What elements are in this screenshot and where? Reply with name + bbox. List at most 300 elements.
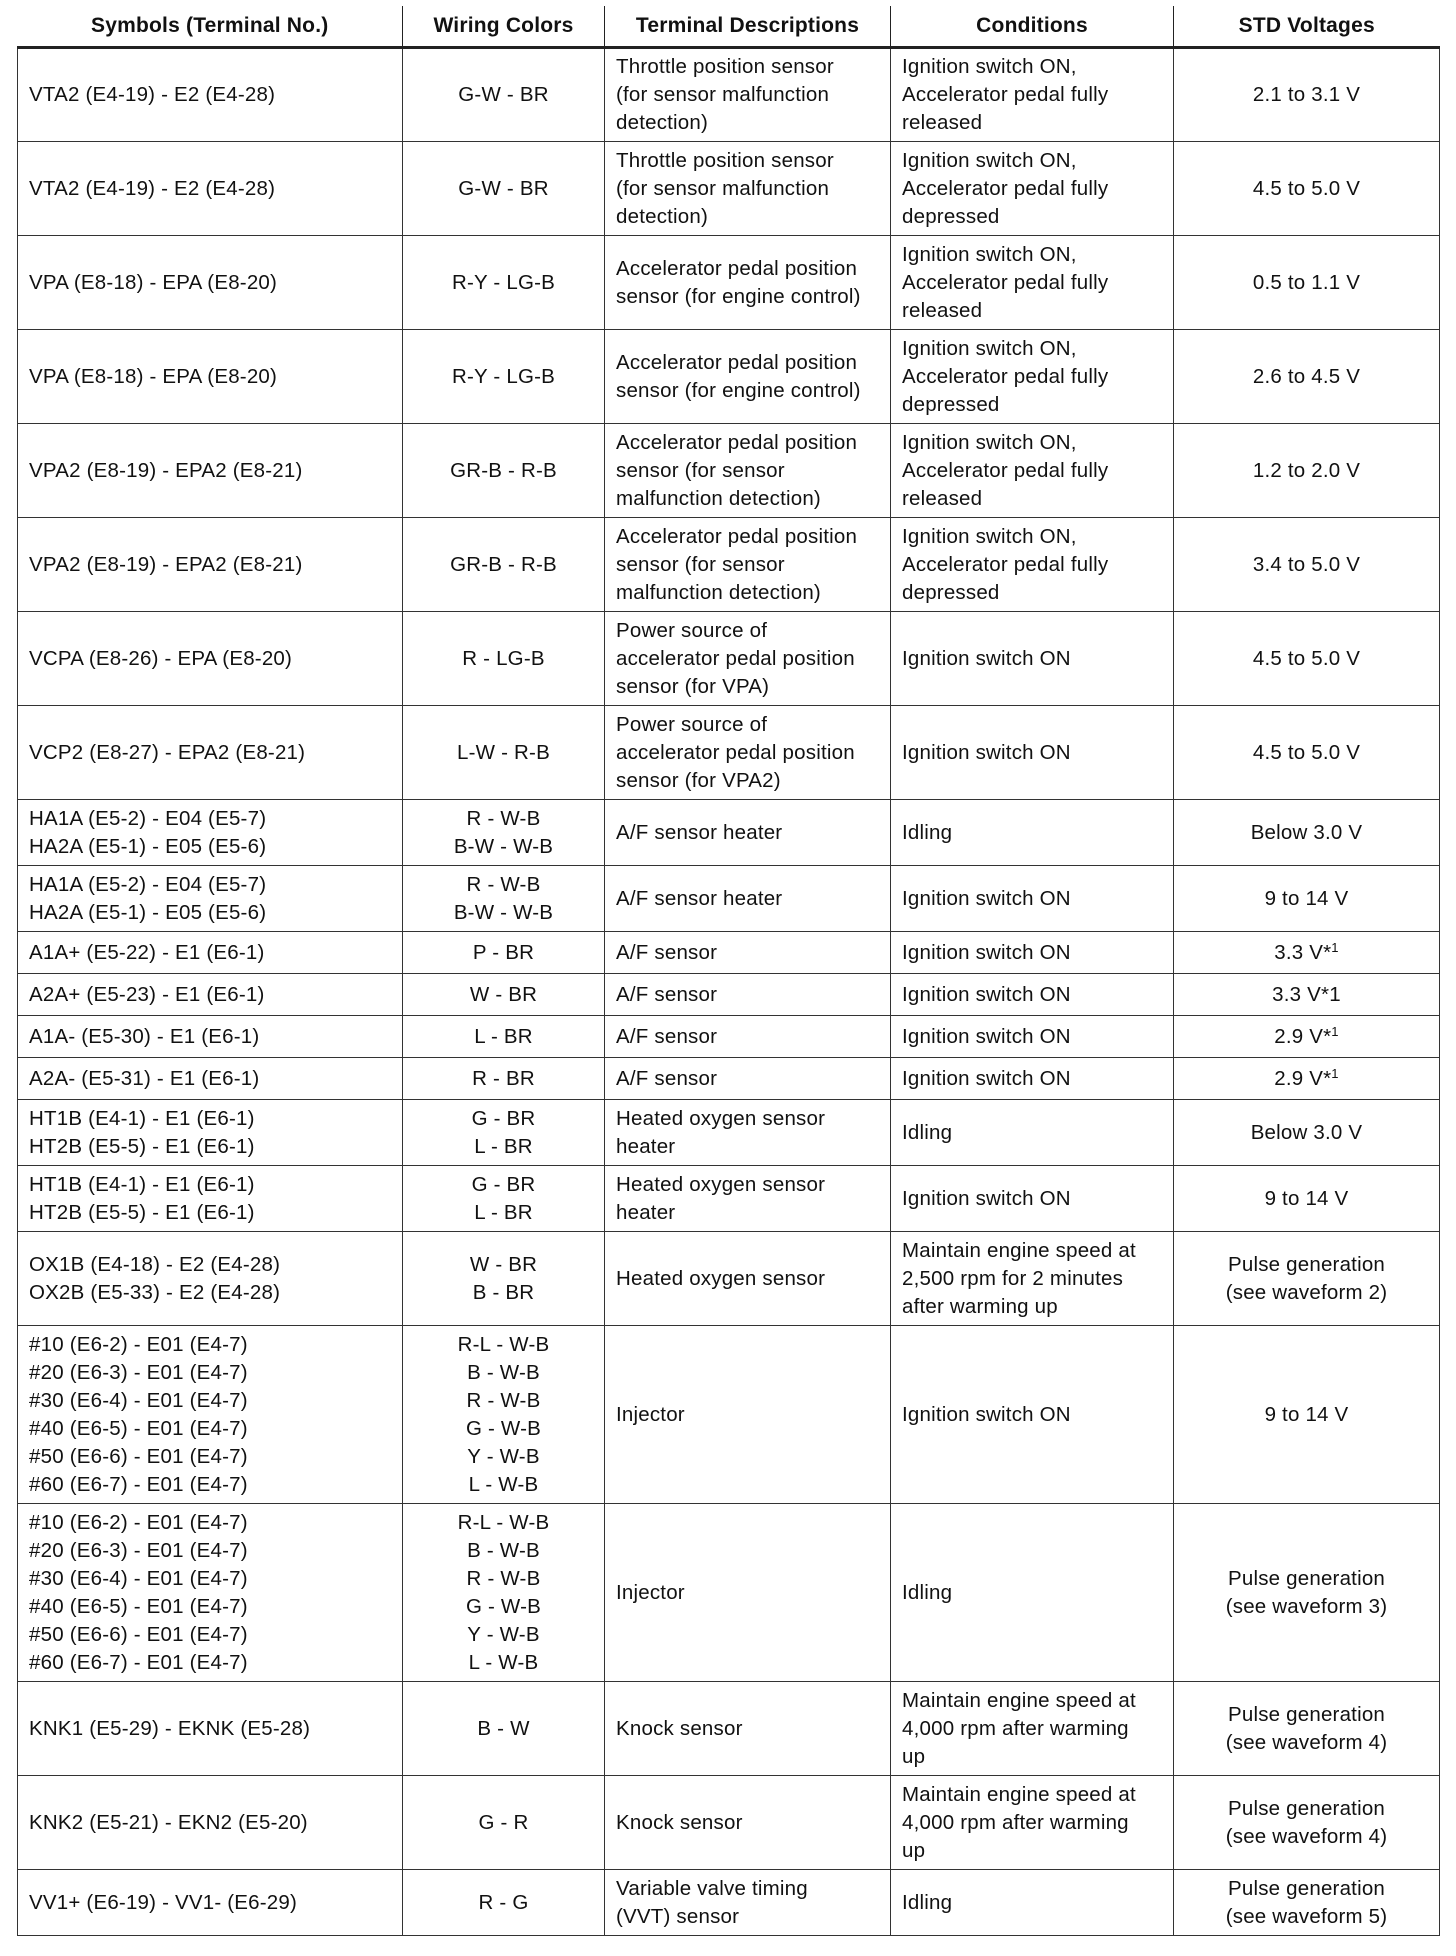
voltage-cell-line: Pulse generation — [1227, 1702, 1386, 1726]
voltage-cell-line: Below 3.0 V — [1250, 1120, 1363, 1144]
wiring-color-cell-line: R - BR — [472, 1066, 535, 1090]
voltage-cell — [1174, 706, 1440, 800]
wiring-color-cell-line: B-W - W-B — [453, 834, 554, 858]
voltage-cell — [1174, 1016, 1440, 1058]
wiring-color-cell-line: B-W - W-B — [453, 900, 554, 924]
symbol-cell-line: #40 (E6-5) - E01 (E4-7) — [29, 1594, 248, 1618]
voltage-cell-line: 3.4 to 5.0 V — [1252, 552, 1361, 576]
condition-cell-line: Ignition switch ON, — [902, 430, 1077, 454]
condition-cell-line: Accelerator pedal fully — [902, 364, 1109, 388]
table-row — [18, 1058, 1440, 1100]
voltage-cell — [1174, 424, 1440, 518]
table-row — [18, 330, 1440, 424]
voltage-cell-line: Pulse generation — [1227, 1252, 1386, 1276]
table-row — [18, 424, 1440, 518]
wiring-color-cell-line: R-L - W-B — [457, 1510, 550, 1534]
description-cell-line: Variable valve timing — [616, 1876, 808, 1900]
wiring-color-cell — [403, 142, 605, 236]
wiring-color-cell-line: R-L - W-B — [457, 1332, 550, 1356]
wiring-color-cell-line: G - R — [478, 1810, 529, 1834]
condition-cell-line: Ignition switch ON — [902, 982, 1071, 1006]
condition-cell — [891, 330, 1174, 424]
voltage-cell-line: 3.3 V*1 — [1272, 982, 1341, 1006]
voltage-cell-line: (see waveform 4) — [1225, 1824, 1388, 1848]
condition-cell-line: Ignition switch ON — [902, 1024, 1071, 1048]
symbol-cell — [18, 1326, 403, 1504]
description-cell-line: heater — [616, 1134, 676, 1158]
wiring-color-cell — [403, 932, 605, 974]
voltage-cell-line: 9 to 14 V — [1264, 1186, 1349, 1210]
voltage-cell — [1174, 48, 1440, 142]
description-cell-line: Accelerator pedal position — [616, 350, 858, 374]
wiring-color-cell-line: L - BR — [474, 1024, 533, 1048]
condition-cell-line: Maintain engine speed at — [902, 1782, 1136, 1806]
table-row — [18, 1870, 1440, 1936]
condition-cell-line: after warming up — [902, 1294, 1058, 1318]
voltage-cell-line: (see waveform 2) — [1225, 1280, 1388, 1304]
condition-cell — [891, 1870, 1174, 1936]
table-row — [18, 1100, 1440, 1166]
condition-cell-line: released — [902, 298, 983, 322]
table-row — [18, 800, 1440, 866]
table-row — [18, 1232, 1440, 1326]
symbol-cell-line: OX1B (E4-18) - E2 (E4-28) — [29, 1252, 281, 1276]
wiring-color-cell-line: R - G — [478, 1890, 529, 1914]
table-row — [18, 1504, 1440, 1682]
symbol-cell — [18, 142, 403, 236]
condition-cell-line: Idling — [902, 1890, 953, 1914]
wiring-color-cell — [403, 1058, 605, 1100]
voltage-cell-line: 2.1 to 3.1 V — [1252, 83, 1361, 106]
condition-cell-line: up — [902, 1838, 926, 1862]
description-cell — [605, 1058, 891, 1100]
description-cell-line: A/F sensor — [616, 982, 718, 1006]
symbol-cell-line: #20 (E6-3) - E01 (E4-7) — [29, 1360, 248, 1384]
description-cell — [605, 1870, 891, 1936]
wiring-color-cell — [403, 518, 605, 612]
terminal-voltage-table — [17, 6, 1440, 1936]
description-cell — [605, 142, 891, 236]
symbol-cell-line: HA2A (E5-1) - E05 (E5-6) — [29, 834, 267, 858]
condition-cell-line: Ignition switch ON — [902, 940, 1071, 964]
header-std-voltages: STD Voltages — [1174, 6, 1440, 48]
table-row — [18, 1016, 1440, 1058]
voltage-cell-line: Pulse generation — [1227, 1566, 1386, 1590]
voltage-cell-line: 4.5 to 5.0 V — [1252, 176, 1361, 200]
voltage-cell — [1174, 1232, 1440, 1326]
condition-cell — [891, 1058, 1174, 1100]
wiring-color-cell-line: B - BR — [472, 1280, 535, 1304]
symbol-cell — [18, 236, 403, 330]
symbol-cell-line: KNK1 (E5-29) - EKNK (E5-28) — [29, 1716, 311, 1740]
symbol-cell — [18, 1504, 403, 1682]
symbol-cell — [18, 1058, 403, 1100]
description-cell-line: sensor (for engine control) — [616, 378, 861, 402]
symbol-cell-line: #50 (E6-6) - E01 (E4-7) — [29, 1622, 248, 1646]
symbol-cell-line: HT1B (E4-1) - E1 (E6-1) — [29, 1106, 255, 1130]
voltage-cell — [1174, 330, 1440, 424]
symbol-cell-line: #60 (E6-7) - E01 (E4-7) — [29, 1650, 248, 1674]
voltage-cell-line: 9 to 14 V — [1264, 1402, 1349, 1426]
voltage-cell-line: 4.5 to 5.0 V — [1252, 740, 1361, 764]
wiring-color-cell — [403, 1232, 605, 1326]
table-body — [18, 48, 1440, 1936]
wiring-color-cell-line: R - W-B — [466, 1566, 541, 1590]
voltage-cell-line: 3.3 V* — [1274, 940, 1332, 964]
voltage-cell — [1174, 1100, 1440, 1166]
symbol-cell — [18, 424, 403, 518]
table-row — [18, 48, 1440, 142]
header-conditions: Conditions — [891, 6, 1174, 48]
voltage-cell — [1174, 612, 1440, 706]
table-row — [18, 974, 1440, 1016]
description-cell — [605, 424, 891, 518]
condition-cell — [891, 1682, 1174, 1776]
description-cell-line: (VVT) sensor — [616, 1904, 740, 1928]
header-symbols: Symbols (Terminal No.) — [18, 6, 403, 48]
voltage-cell-line: (see waveform 5) — [1225, 1904, 1388, 1928]
description-cell — [605, 330, 891, 424]
symbol-cell-line: VCP2 (E8-27) - EPA2 (E8-21) — [29, 740, 306, 764]
condition-cell-line: 4,000 rpm after warming — [902, 1810, 1129, 1834]
condition-cell-line: Maintain engine speed at — [902, 1688, 1136, 1712]
condition-cell-line: depressed — [902, 204, 1000, 228]
wiring-color-cell — [403, 330, 605, 424]
symbol-cell-line: #30 (E6-4) - E01 (E4-7) — [29, 1388, 248, 1412]
symbol-cell-line: HA2A (E5-1) - E05 (E5-6) — [29, 900, 267, 924]
condition-cell-line: up — [902, 1744, 926, 1768]
description-cell — [605, 800, 891, 866]
wiring-color-cell-line: G-W - BR — [458, 176, 549, 200]
description-cell — [605, 1504, 891, 1682]
voltage-cell-line: (see waveform 4) — [1225, 1730, 1388, 1754]
symbol-cell-line: VTA2 (E4-19) - E2 (E4-28) — [29, 83, 276, 106]
condition-cell — [891, 424, 1174, 518]
description-cell-line: Throttle position sensor — [616, 148, 834, 172]
symbol-cell-line: OX2B (E5-33) - E2 (E4-28) — [29, 1280, 281, 1304]
voltage-cell — [1174, 800, 1440, 866]
wiring-color-cell-line: L - W-B — [468, 1472, 539, 1496]
description-cell — [605, 612, 891, 706]
condition-cell — [891, 932, 1174, 974]
condition-cell-line: depressed — [902, 580, 1000, 604]
description-cell-line: sensor (for sensor — [616, 552, 785, 576]
wiring-color-cell-line: L - W-B — [468, 1650, 539, 1674]
wiring-color-cell — [403, 48, 605, 142]
symbol-cell — [18, 1166, 403, 1232]
condition-cell-line: Ignition switch ON — [902, 1402, 1071, 1426]
condition-cell-line: Ignition switch ON — [902, 886, 1071, 910]
voltage-cell-line: 0.5 to 1.1 V — [1252, 270, 1361, 294]
description-cell-line: (for sensor malfunction — [616, 176, 830, 200]
wiring-color-cell-line: P - BR — [472, 940, 535, 964]
wiring-color-cell-line: G - W-B — [465, 1594, 542, 1618]
description-cell-line: Knock sensor — [616, 1716, 743, 1740]
table-row — [18, 236, 1440, 330]
symbol-cell-line: HT1B (E4-1) - E1 (E6-1) — [29, 1172, 255, 1196]
condition-cell-line: Accelerator pedal fully — [902, 83, 1109, 106]
wiring-color-cell-line: R - LG-B — [462, 646, 545, 670]
condition-cell — [891, 142, 1174, 236]
condition-cell-line: Ignition switch ON, — [902, 242, 1077, 266]
header-terminal-descriptions: Terminal Descriptions — [605, 6, 891, 48]
condition-cell-line: Ignition switch ON — [902, 646, 1071, 670]
condition-cell-line: released — [902, 486, 983, 510]
table-row — [18, 518, 1440, 612]
condition-cell-line: Ignition switch ON — [902, 740, 1071, 764]
wiring-color-cell — [403, 1016, 605, 1058]
description-cell-line: A/F sensor — [616, 1024, 718, 1048]
wiring-color-cell — [403, 866, 605, 932]
wiring-color-cell-line: B - W — [477, 1716, 530, 1740]
voltage-cell — [1174, 1166, 1440, 1232]
wiring-color-cell-line: W - BR — [469, 1252, 538, 1276]
symbol-cell — [18, 932, 403, 974]
symbol-cell — [18, 518, 403, 612]
voltage-cell — [1174, 142, 1440, 236]
wiring-color-cell — [403, 706, 605, 800]
condition-cell-line: Idling — [902, 1120, 953, 1144]
symbol-cell-line: #20 (E6-3) - E01 (E4-7) — [29, 1538, 248, 1562]
description-cell-line: Accelerator pedal position — [616, 256, 858, 280]
description-cell-line: (for sensor malfunction — [616, 83, 830, 106]
symbol-cell — [18, 974, 403, 1016]
symbol-cell-line: HA1A (E5-2) - E04 (E5-7) — [29, 872, 267, 896]
voltage-cell — [1174, 1504, 1440, 1682]
condition-cell — [891, 1232, 1174, 1326]
description-cell-line: sensor (for VPA) — [616, 674, 770, 698]
condition-cell-line: Ignition switch ON, — [902, 55, 1077, 78]
voltage-value — [1182, 939, 1431, 967]
wiring-color-cell-line: R - W-B — [466, 806, 541, 830]
description-cell-line: sensor (for sensor — [616, 458, 785, 482]
description-cell — [605, 1232, 891, 1326]
wiring-color-cell-line: Y - W-B — [467, 1622, 540, 1646]
condition-cell — [891, 974, 1174, 1016]
symbol-cell-line: A1A+ (E5-22) - E1 (E6-1) — [29, 940, 265, 964]
symbol-cell — [18, 706, 403, 800]
condition-cell — [891, 706, 1174, 800]
symbol-cell — [18, 1776, 403, 1870]
voltage-cell-line: 4.5 to 5.0 V — [1252, 646, 1361, 670]
symbol-cell-line: #30 (E6-4) - E01 (E4-7) — [29, 1566, 248, 1590]
symbol-cell-line: HT2B (E5-5) - E1 (E6-1) — [29, 1134, 255, 1158]
description-cell-line: Heated oxygen sensor — [616, 1266, 826, 1290]
table-row — [18, 1682, 1440, 1776]
description-cell — [605, 1166, 891, 1232]
description-cell — [605, 1326, 891, 1504]
condition-cell-line: Accelerator pedal fully — [902, 458, 1109, 482]
condition-cell-line: Ignition switch ON, — [902, 524, 1077, 548]
description-cell-line: Accelerator pedal position — [616, 524, 858, 548]
table-row — [18, 1776, 1440, 1870]
description-cell-line: Heated oxygen sensor — [616, 1106, 826, 1130]
wiring-color-cell — [403, 1100, 605, 1166]
description-cell — [605, 932, 891, 974]
wiring-color-cell-line: GR-B - R-B — [450, 552, 557, 576]
condition-cell-line: Accelerator pedal fully — [902, 270, 1109, 294]
condition-cell-line: released — [902, 111, 983, 134]
voltage-cell-line: (see waveform 3) — [1225, 1594, 1388, 1618]
description-cell-line: detection) — [616, 111, 709, 134]
wiring-color-cell-line: B - W-B — [467, 1538, 540, 1562]
description-cell-line: Accelerator pedal position — [616, 430, 858, 454]
symbol-cell-line: VV1+ (E6-19) - VV1- (E6-29) — [29, 1890, 298, 1914]
condition-cell — [891, 1100, 1174, 1166]
description-cell-line: accelerator pedal position — [616, 646, 855, 670]
description-cell-line: Knock sensor — [616, 1810, 743, 1834]
table-row — [18, 1166, 1440, 1232]
wiring-color-cell-line: Y - W-B — [467, 1444, 540, 1468]
condition-cell — [891, 518, 1174, 612]
symbol-cell — [18, 1016, 403, 1058]
condition-cell — [891, 1504, 1174, 1682]
description-cell — [605, 706, 891, 800]
condition-cell — [891, 800, 1174, 866]
voltage-cell — [1174, 1682, 1440, 1776]
symbol-cell-line: VPA (E8-18) - EPA (E8-20) — [29, 364, 278, 388]
condition-cell-line: Idling — [902, 820, 953, 844]
description-cell-line: malfunction detection) — [616, 486, 821, 510]
symbol-cell-line: #50 (E6-6) - E01 (E4-7) — [29, 1444, 248, 1468]
voltage-cell-line: 2.9 V* — [1274, 1024, 1332, 1048]
table-row — [18, 1326, 1440, 1504]
voltage-cell — [1174, 1058, 1440, 1100]
voltage-cell — [1174, 1870, 1440, 1936]
footnote-marker: 1 — [1331, 1023, 1339, 1039]
voltage-cell — [1174, 974, 1440, 1016]
wiring-color-cell-line: R-Y - LG-B — [452, 270, 555, 294]
symbol-cell — [18, 866, 403, 932]
symbol-cell — [18, 330, 403, 424]
voltage-cell-line: Pulse generation — [1227, 1876, 1386, 1900]
description-cell-line: Power source of — [616, 618, 768, 642]
description-cell-line: A/F sensor heater — [616, 820, 783, 844]
condition-cell-line: Idling — [902, 1580, 953, 1604]
voltage-cell-line: 2.6 to 4.5 V — [1252, 364, 1361, 388]
wiring-color-cell-line: L-W - R-B — [457, 740, 550, 764]
table-header — [18, 6, 1440, 48]
symbol-cell — [18, 48, 403, 142]
wiring-color-cell — [403, 236, 605, 330]
symbol-cell-line: A2A+ (E5-23) - E1 (E6-1) — [29, 982, 265, 1006]
table-row — [18, 142, 1440, 236]
wiring-color-cell-line: R - W-B — [466, 872, 541, 896]
wiring-color-cell-line: B - W-B — [467, 1360, 540, 1384]
wiring-color-cell — [403, 612, 605, 706]
wiring-color-cell — [403, 1166, 605, 1232]
voltage-value — [1182, 1065, 1431, 1093]
description-cell-line: A/F sensor — [616, 940, 718, 964]
symbol-cell-line: VPA2 (E8-19) - EPA2 (E8-21) — [29, 552, 303, 576]
voltage-cell — [1174, 518, 1440, 612]
symbol-cell-line: HT2B (E5-5) - E1 (E6-1) — [29, 1200, 255, 1224]
symbol-cell-line: KNK2 (E5-21) - EKN2 (E5-20) — [29, 1810, 308, 1834]
symbol-cell — [18, 1232, 403, 1326]
header-row — [18, 6, 1440, 48]
voltage-value — [1182, 1023, 1431, 1051]
description-cell-line: Power source of — [616, 712, 768, 736]
description-cell — [605, 236, 891, 330]
table-row — [18, 866, 1440, 932]
wiring-color-cell — [403, 424, 605, 518]
condition-cell-line: Accelerator pedal fully — [902, 552, 1109, 576]
symbol-cell-line: A1A- (E5-30) - E1 (E6-1) — [29, 1024, 260, 1048]
symbol-cell-line: #40 (E6-5) - E01 (E4-7) — [29, 1416, 248, 1440]
description-cell-line: detection) — [616, 204, 709, 228]
voltage-cell-line: 1.2 to 2.0 V — [1252, 458, 1361, 482]
footnote-marker: 1 — [1331, 1065, 1339, 1081]
wiring-color-cell-line: L - BR — [474, 1200, 533, 1224]
symbol-cell-line: HA1A (E5-2) - E04 (E5-7) — [29, 806, 267, 830]
symbol-cell — [18, 800, 403, 866]
terminal-voltage-table-container — [17, 6, 1439, 1936]
voltage-cell-line: Pulse generation — [1227, 1796, 1386, 1820]
condition-cell-line: 4,000 rpm after warming — [902, 1716, 1129, 1740]
wiring-color-cell-line: G - BR — [471, 1172, 536, 1196]
wiring-color-cell — [403, 974, 605, 1016]
wiring-color-cell — [403, 800, 605, 866]
table-row — [18, 706, 1440, 800]
voltage-cell-line: Below 3.0 V — [1250, 820, 1363, 844]
symbol-cell-line: VCPA (E8-26) - EPA (E8-20) — [29, 646, 293, 670]
table-row — [18, 932, 1440, 974]
description-cell — [605, 1100, 891, 1166]
wiring-color-cell-line: G - BR — [471, 1106, 536, 1130]
condition-cell-line: Accelerator pedal fully — [902, 176, 1109, 200]
description-cell-line: A/F sensor — [616, 1066, 718, 1090]
wiring-color-cell — [403, 1682, 605, 1776]
condition-cell-line: Ignition switch ON, — [902, 148, 1077, 172]
footnote-marker: 1 — [1331, 939, 1339, 955]
condition-cell-line: Ignition switch ON — [902, 1066, 1071, 1090]
wiring-color-cell-line: GR-B - R-B — [450, 458, 557, 482]
description-cell — [605, 866, 891, 932]
symbol-cell — [18, 1100, 403, 1166]
voltage-cell — [1174, 236, 1440, 330]
symbol-cell — [18, 612, 403, 706]
condition-cell-line: Maintain engine speed at — [902, 1238, 1136, 1262]
symbol-cell-line: VPA (E8-18) - EPA (E8-20) — [29, 270, 278, 294]
wiring-color-cell-line: G-W - BR — [458, 83, 549, 106]
voltage-cell — [1174, 1776, 1440, 1870]
symbol-cell-line: #60 (E6-7) - E01 (E4-7) — [29, 1472, 248, 1496]
symbol-cell — [18, 1870, 403, 1936]
description-cell-line: Injector — [616, 1580, 685, 1604]
condition-cell-line: Ignition switch ON — [902, 1186, 1071, 1210]
description-cell-line: sensor (for VPA2) — [616, 768, 781, 792]
condition-cell — [891, 1166, 1174, 1232]
description-cell — [605, 974, 891, 1016]
symbol-cell-line: VTA2 (E4-19) - E2 (E4-28) — [29, 176, 276, 200]
voltage-cell — [1174, 1326, 1440, 1504]
description-cell-line: Injector — [616, 1402, 685, 1426]
condition-cell — [891, 1016, 1174, 1058]
wiring-color-cell — [403, 1326, 605, 1504]
wiring-color-cell-line: L - BR — [474, 1134, 533, 1158]
description-cell-line: sensor (for engine control) — [616, 284, 861, 308]
voltage-cell — [1174, 866, 1440, 932]
table-row — [18, 612, 1440, 706]
symbol-cell-line: #10 (E6-2) - E01 (E4-7) — [29, 1510, 248, 1534]
description-cell-line: A/F sensor heater — [616, 886, 783, 910]
header-wiring-colors: Wiring Colors — [403, 6, 605, 48]
voltage-cell-line: 9 to 14 V — [1264, 886, 1349, 910]
condition-cell — [891, 48, 1174, 142]
symbol-cell-line: #10 (E6-2) - E01 (E4-7) — [29, 1332, 248, 1356]
voltage-cell — [1174, 932, 1440, 974]
description-cell-line: Heated oxygen sensor — [616, 1172, 826, 1196]
